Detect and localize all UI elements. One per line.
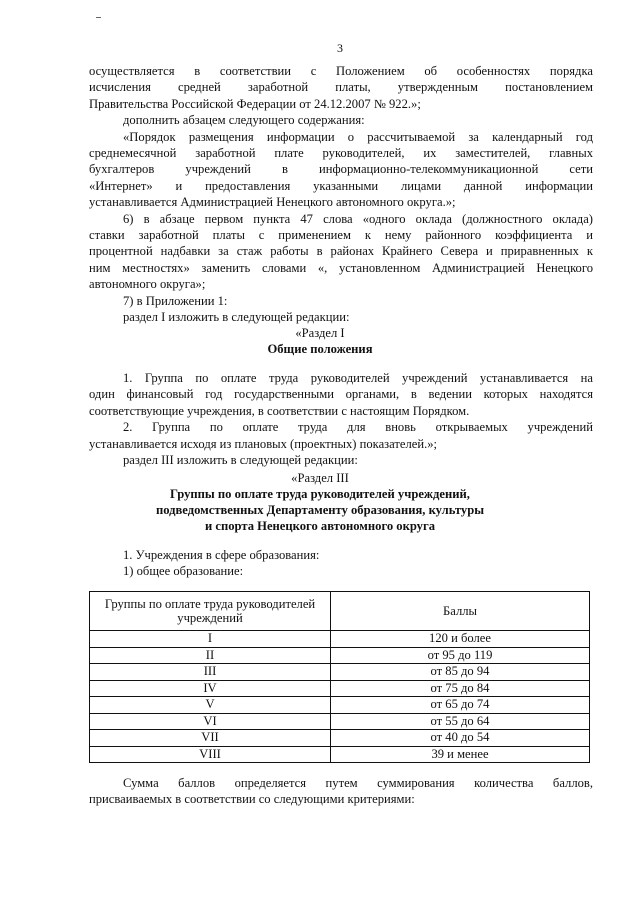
points-cell: от 55 до 64 [331, 713, 590, 730]
group-cell: I [90, 631, 331, 648]
table-row [90, 664, 590, 681]
section3-title-line: Группы по оплате труда руководителей учреждений, [170, 487, 470, 501]
points-cell: 39 и менее [331, 746, 590, 763]
scan-mark [96, 17, 101, 18]
text-line: Сумма баллов определяется путем суммирования количества баллов, [123, 776, 593, 790]
text-line: 1. Группа по оплате труда руководителей учреждений устанавливается на [123, 371, 593, 385]
text-line: процентной надбавки за стаж работы в районах Крайнего Севера и приравненных к [89, 244, 593, 259]
table-row [90, 631, 590, 648]
points-cell: от 85 до 94 [331, 664, 590, 681]
group-cell: IV [90, 680, 331, 697]
points-cell: от 40 до 54 [331, 730, 590, 747]
text-line: осуществляется в соответствии с Положением об особенностях порядка [89, 64, 593, 78]
section1-heading: «Раздел I [295, 326, 345, 340]
text-line: «Интернет» и предоставления указанными лицами данной информации [89, 178, 593, 193]
text-line: один финансовый год государственными органами, в ведении которых находятся [89, 387, 593, 402]
section1-title: Общие положения [267, 342, 373, 356]
text-line: дополнить абзацем следующего содержания: [123, 113, 365, 128]
points-cell: 120 и более [331, 631, 590, 648]
group-cell: V [90, 697, 331, 714]
text-line: среднемесячной заработной плате руководителей, их заместителей, главных [89, 146, 593, 160]
text-line: присваиваемых в соответствии со следующими критериями: [89, 792, 415, 807]
page-number: 3 [337, 41, 343, 55]
text-line: соответствующие учреждения, в соответствии с настоящим Порядком. [89, 403, 470, 418]
text-line: раздел III изложить в следующей редакции: [123, 453, 358, 467]
text-line: 7) в Приложении 1: [123, 293, 228, 308]
text-line: ставки заработной платы с применением к нему районного коэффициента и [89, 228, 593, 242]
text-line: ним местностях» заменить словами «, установленном Администрацией Ненецкого [89, 260, 593, 275]
text-line: 2. Группа по оплате труда для вновь открываемых учреждений [123, 420, 593, 435]
table-row [90, 647, 590, 664]
list-item-education: 1. Учреждения в сфере образования: [123, 548, 320, 562]
table-row [90, 730, 590, 747]
table-row [90, 713, 590, 730]
section3-heading: «Раздел III [291, 471, 349, 485]
section3-title-line: и спорта Ненецкого автономного округа [205, 519, 435, 533]
table-header-points: Баллы [331, 592, 590, 631]
points-cell: от 95 до 119 [331, 647, 590, 664]
table-row [90, 697, 590, 714]
text-line: автономного округа»; [89, 277, 206, 292]
group-cell: VIII [90, 746, 331, 763]
text-line: исчисления средней заработной платы, утвержденным постановлением [89, 80, 593, 95]
table-header-groups: Группы по оплате труда руководителей учреждений [90, 592, 331, 631]
points-cell: от 75 до 84 [331, 680, 590, 697]
group-cell: III [90, 664, 331, 681]
group-points-table [89, 591, 590, 763]
text-line: «Порядок размещения информации о рассчитываемой за календарный год [123, 129, 593, 144]
text-line: 6) в абзаце первом пункта 47 слова «одного оклада (должностного оклада) [123, 211, 593, 226]
text-line: устанавливается Администрацией Ненецкого автономного округа.»; [89, 195, 456, 210]
table-row [90, 680, 590, 697]
points-cell: от 65 до 74 [331, 697, 590, 714]
group-cell: VII [90, 730, 331, 747]
text-line: Правительства Российской Федерации от 24.12.2007 № 922.»; [89, 96, 421, 111]
list-item-general-education: 1) общее образование: [123, 564, 244, 578]
section3-title-line: подведомственных Департаменту образования, культуры [155, 503, 485, 517]
text-line: устанавливается исходя из плановых (проектных) показателей.»; [89, 436, 438, 451]
group-cell: II [90, 647, 331, 664]
text-line: бухгалтеров учреждений в информационно-телекоммуникационной сети [89, 162, 593, 177]
group-cell: VI [90, 713, 331, 730]
table-row [90, 746, 590, 763]
text-line: раздел I изложить в следующей редакции: [123, 310, 350, 324]
